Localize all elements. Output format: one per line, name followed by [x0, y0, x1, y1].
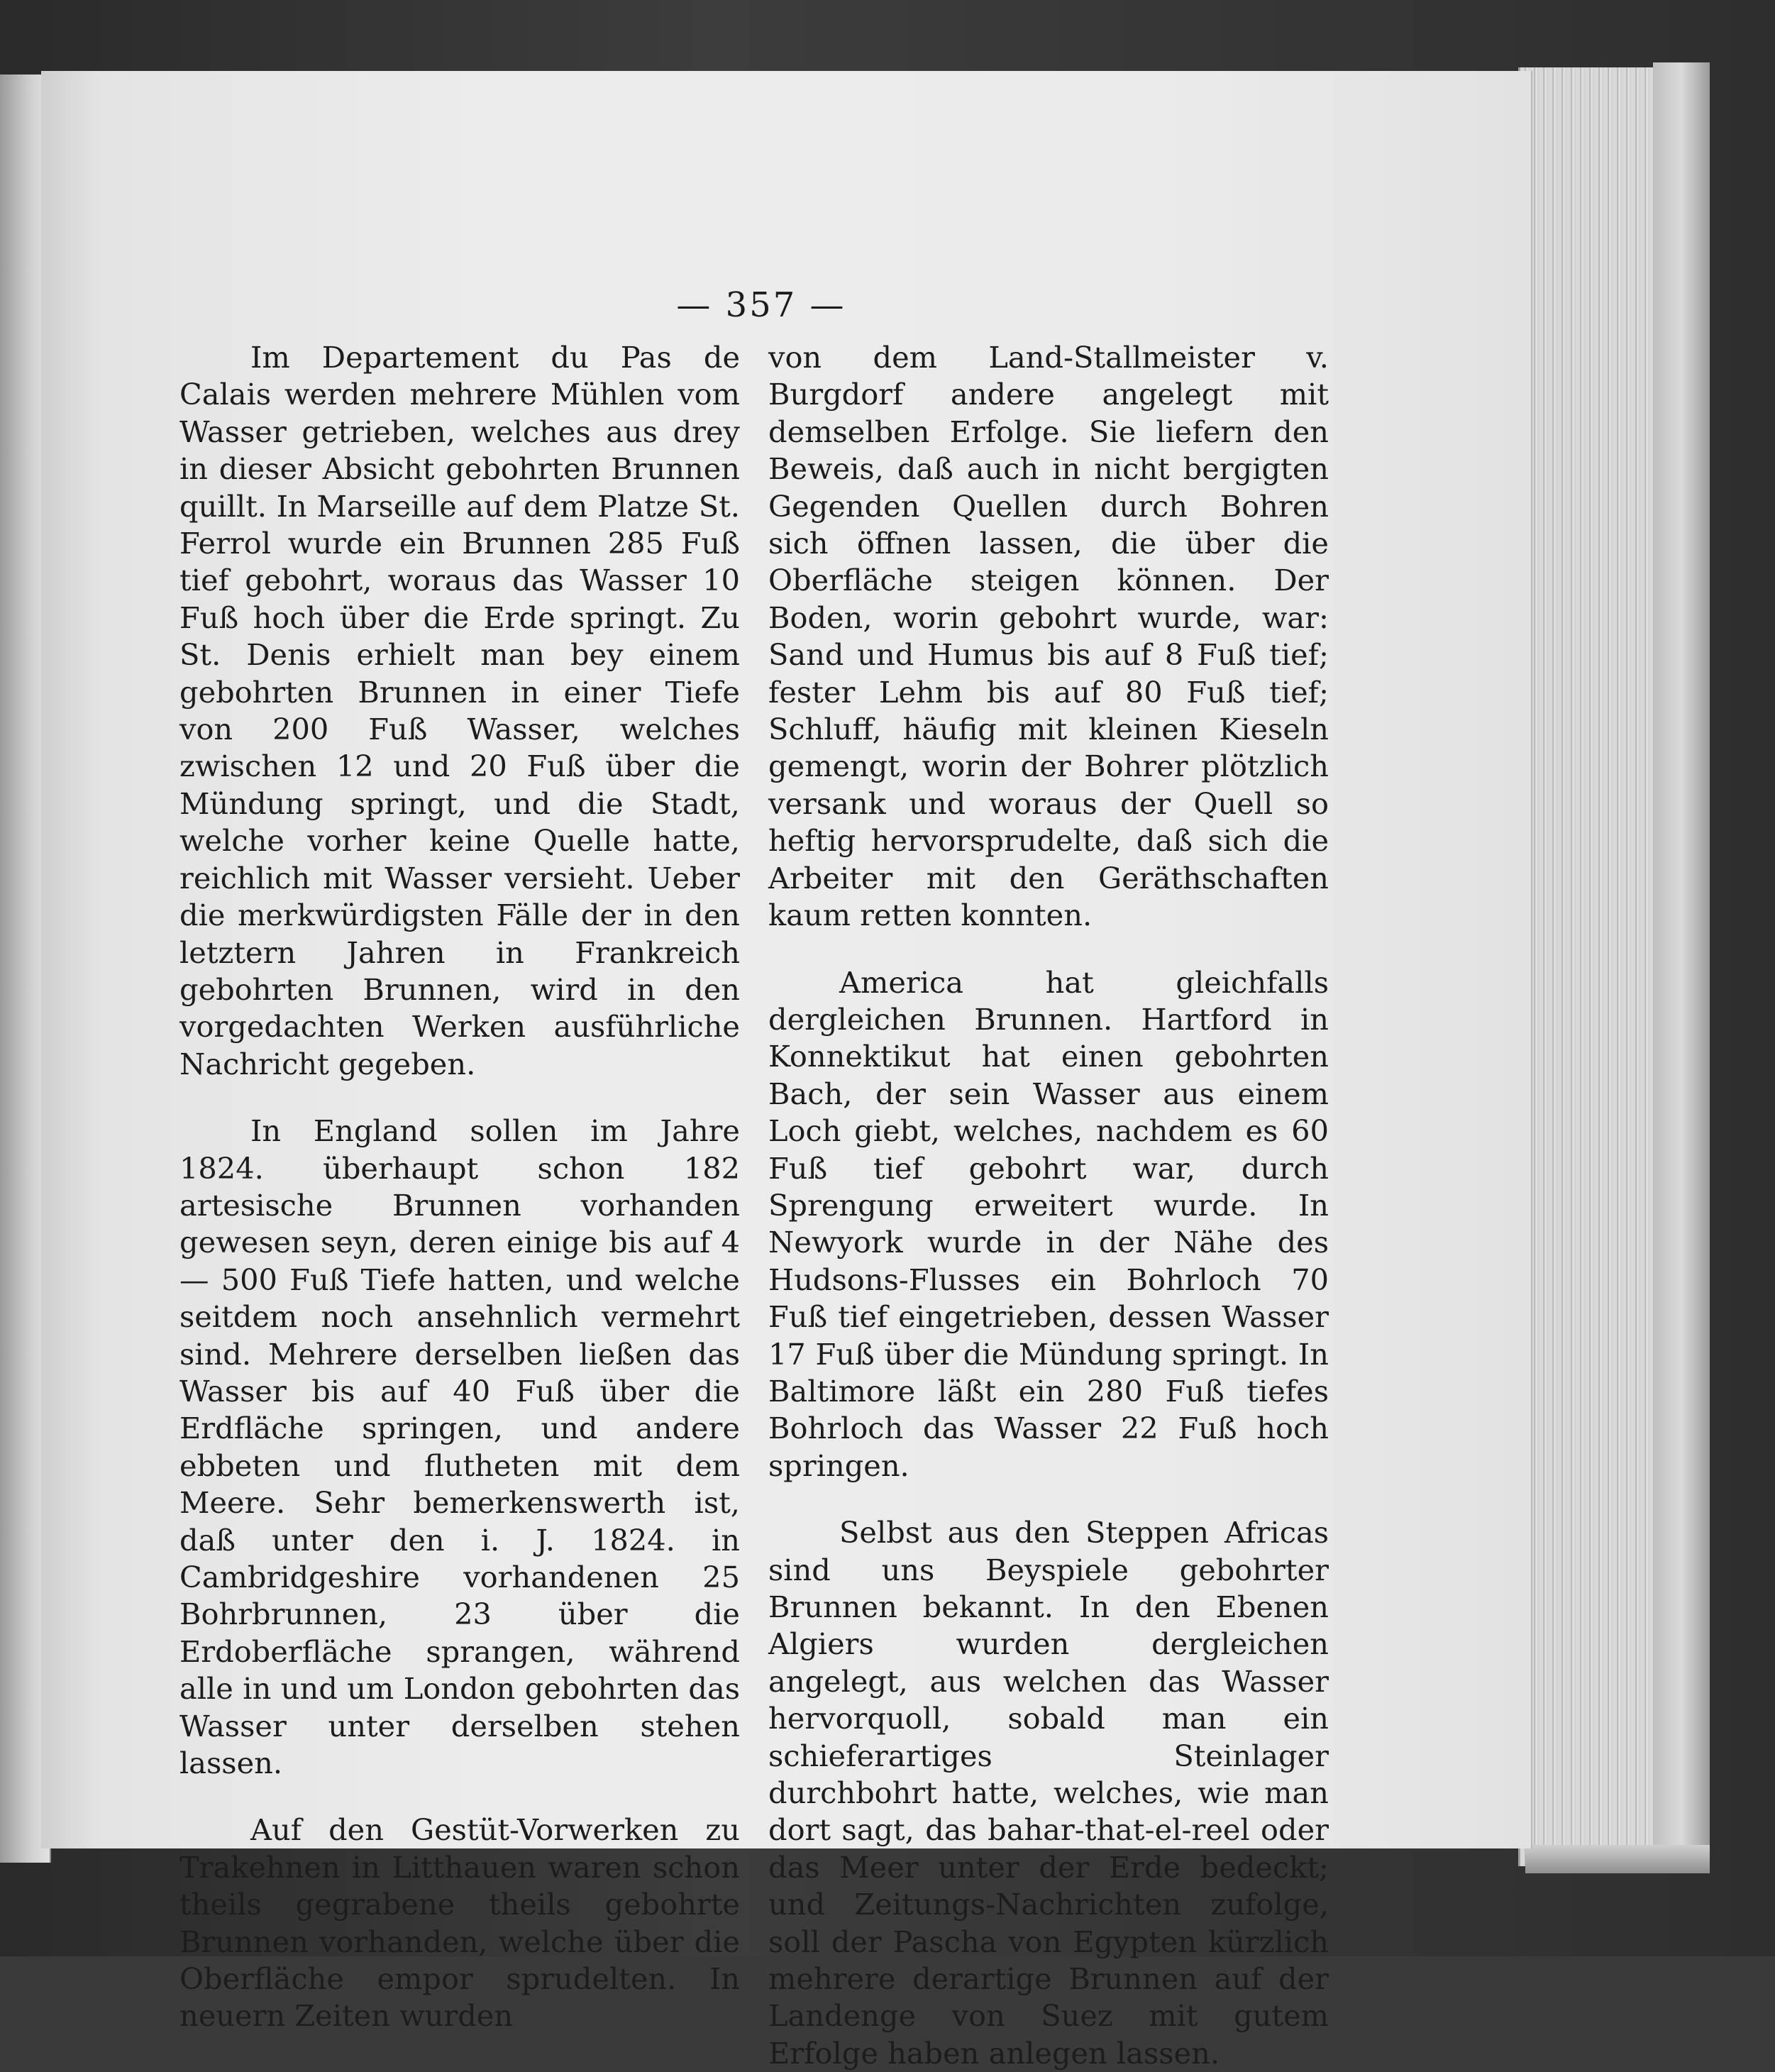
paragraph-england: In England sollen im Jahre 1824. überhaupt schon 182 artesische Brunnen vorhanden gewesen seyn, deren einige bis auf 4 — 500 Fuß Tiefe hatten, und welche seitdem noch ansehnlich vermehrt sind. Mehrere derselben ließen das Wasser bis auf 40 Fuß über die Erdfläche springen, und andere ebbeten und flutheten mit dem Meere. Sehr bemerkenswerth ist, daß unter den i. J. 1824. in Cambridgeshire vorhandenen 25 Bohrbrunnen, 23 über die Erdoberfläche sprangen, während alle in und um London gebohrten das Wasser unter derselben stehen lassen. — [179, 1113, 740, 1781]
paragraph-trakehnen: Auf den Gestüt-Vorwerken zu Trakehnen in Litthauen waren schon theils gegrabene theils gebohrte Brunnen vorhanden, welche über die Oberfläche empor sprudelten. In neuern Zeiten wurden — [179, 1812, 740, 2034]
page-number: — 357 — — [676, 285, 846, 325]
page-stack-outer-edge — [1653, 62, 1710, 1872]
page-stack-bottom — [1525, 1845, 1710, 1873]
right-column — [768, 339, 1329, 2072]
left-column — [179, 339, 740, 2035]
paragraph-burgdorf-continued: von dem Land-Stallmeister v. Burgdorf andere angelegt mit demselben Erfolge. Sie liefern den Beweis, daß auch in nicht bergigten Gegenden Quellen durch Bohren sich öffnen lassen, die über die Oberfläche steigen können. Der Boden, worin gebohrt wurde, war: Sand und Humus bis auf 8 Fuß tief; fester Lehm bis auf 80 Fuß tief; Schluff, häufig mit kleinen Kieseln gemengt, worin der Bohrer plötzlich versank und woraus der Quell so heftig hervorsprudelte, daß sich die Arbeiter mit den Geräthschaften kaum retten konnten. — [768, 340, 1329, 933]
paragraph-africa: Selbst aus den Steppen Africas sind uns Beyspiele gebohrter Brunnen bekannt. In den Ebenen Algiers wurden dergleichen angelegt, aus welchen das Wasser hervorquoll, sobald man ein schieferartiges Steinlager durchbohrt hatte, welches, wie man dort sagt, das bahar-that-el-reel oder das Meer unter der Erde bedeckt; und Zeitungs-Nachrichten zufolge, soll der Pascha von Egypten kürzlich mehrere derartige Brunnen auf der Landenge von Suez mit gutem Erfolge haben anlegen lassen. — [768, 1515, 1329, 2071]
paragraph-pas-de-calais: Im Departement du Pas de Calais werden mehrere Mühlen vom Wasser getrieben, welches aus drey in dieser Absicht gebohrten Brunnen quillt. In Marseille auf dem Platze St. Ferrol wurde ein Brunnen 285 Fuß tief gebohrt, woraus das Wasser 10 Fuß hoch über die Erde springt. Zu St. Denis erhielt man bey einem gebohrten Brunnen in einer Tiefe von 200 Fuß Wasser, welches zwischen 12 und 20 Fuß über die Mündung springt, und die Stadt, welche vorher keine Quelle hatte, reichlich mit Wasser versieht. Ueber die merkwürdigsten Fälle der in den letztern Jahren in Frankreich gebohrten Brunnen, wird in den vorgedachten Werken ausführliche Nachricht gegeben. — [179, 340, 740, 1081]
page-content — [179, 284, 1343, 2071]
paragraph-america: America hat gleichfalls dergleichen Brunnen. Hartford in Konnektikut hat einen gebohrten Bach, der sein Wasser aus einem Loch giebt, welches, nachdem es 60 Fuß tief gebohrt war, durch Sprengung erweitert wurde. In Newyork wurde in der Nähe des Hudsons-Flusses ein Bohrloch 70 Fuß tief eingetrieben, dessen Wasser 17 Fuß über die Mündung springt. In Baltimore läßt ein 280 Fuß tiefes Bohrloch das Wasser 22 Fuß hoch springen. — [768, 964, 1329, 1483]
book-page — [41, 71, 1531, 2071]
